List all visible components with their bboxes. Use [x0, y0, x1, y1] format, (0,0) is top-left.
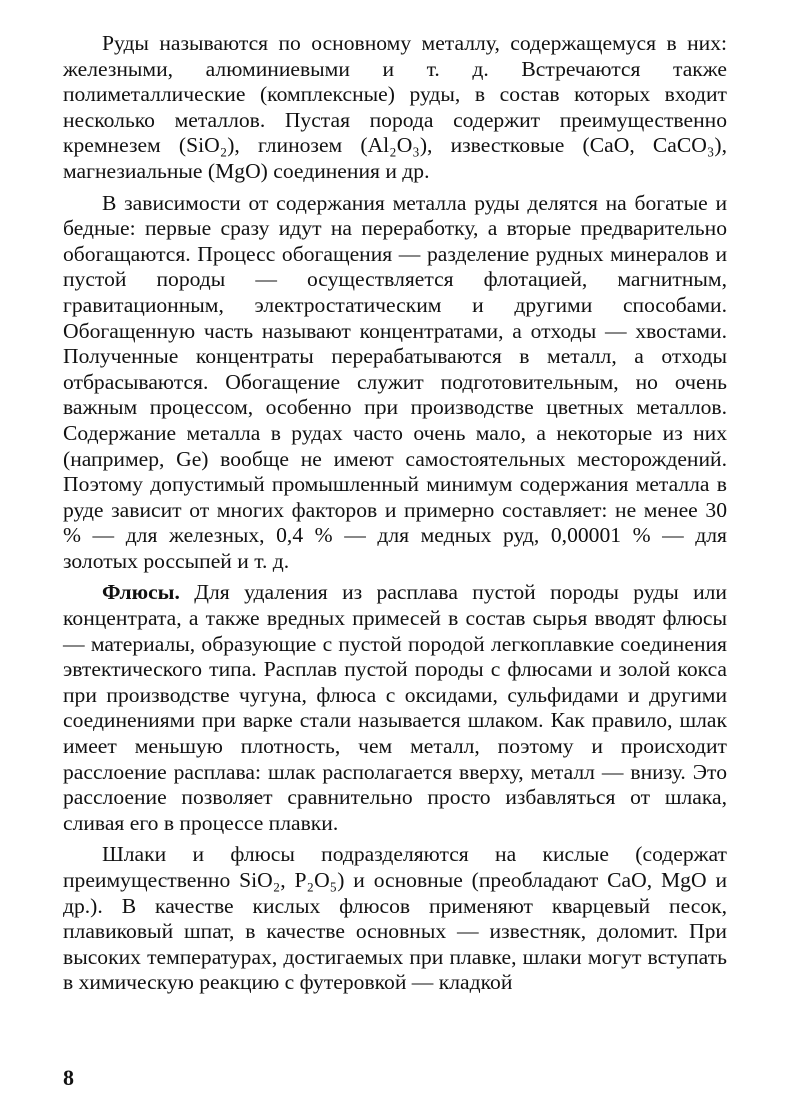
paragraph-enrichment [63, 191, 727, 575]
section-heading-fluxes: Флюсы. [102, 580, 180, 605]
page-body [63, 31, 727, 996]
paragraph-fluxes [63, 580, 727, 836]
paragraph-ores [63, 31, 727, 185]
paragraph-text: Для удаления из расплава пустой породы руды или концентрата, а также вредных примесей в состав сырья вводят флюсы — материалы, образующие с пустой породой легкоплавкие соединения эвтектического типа. Расплав пустой породы с флюсами и золой кокса при производстве чугуна, флюса с оксидами, сульфидами и другими соединениями при варке стали называется шлаком. Как правило, шлак имеет меньшую плотность, чем металл, поэтому и происходит расслоение расплава: шлак располагается вверху, металл — внизу. Это расслоение позволяет сравнительно просто избавляться от шлака, сливая его в процессе плавки. [63, 580, 727, 835]
page-number: 8 [63, 1065, 74, 1090]
paragraph-text: Руды называются по основному металлу, содержащемуся в них: железными, алюминиевыми и т. д. Встречаются также полиметаллические (комплексные) руды, в состав которых входит несколько металлов. Пустая порода содержит преимущественно кремнезем (SiO₂), глинозем (Al₂O₃), известковые (CaO, CaCO₃), магнезиальные (MgO) соединения и др. [63, 31, 727, 183]
paragraph-text: В зависимости от содержания металла руды делятся на богатые и бедные: первые сразу идут на переработку, а вторые предварительно обогащаются. Процесс обогащения — разделение рудных минералов и пустой породы — осуществляется флотацией, магнитным, гравитационным, электростатическим и другими способами. Обогащенную часть называют концентратами, а отходы — хвостами. Полученные концентраты перерабатываются в металл, а отходы отбрасываются. Обогащение служит подготовительным, но очень важным процессом, особенно при производстве цветных металлов. Содержание металла в рудах часто очень мало, а некоторые из них (например, Ge) вообще не имеют самостоятельных месторождений. Поэтому допустимый промышленный минимум содержания металла в руде зависит от многих факторов и примерно составляет: не менее 30 % — для железных, 0,4 % — для медных руд, 0,00001 % — для золотых россыпей и т. д. [63, 190, 727, 573]
paragraph-text: Шлаки и флюсы подразделяются на кислые (содержат преимущественно SiO₂, P₂O₅) и основные (преобладают CaO, MgO и др.). В качестве кислых флюсов применяют кварцевый песок, плавиковый шпат, в качестве основных — известняк, доломит. При высоких температурах, достигаемых при плавке, шлаки могут вступать в химическую реакцию с футеровкой — кладкой [63, 842, 727, 995]
paragraph-slags [63, 842, 727, 996]
